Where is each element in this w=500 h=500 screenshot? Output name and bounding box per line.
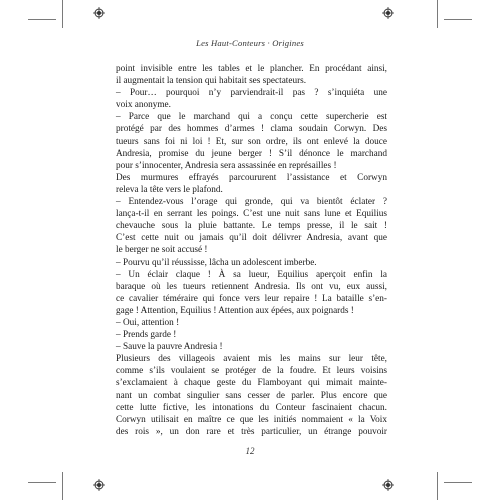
text-line: baraque où les tueurs retiennent Andresia. Ils ont vu, eux aussi, <box>116 281 387 292</box>
text-line: chevauche sous la pluie battante. Le temps presse, il le sait ! <box>116 221 387 232</box>
text-line: – Pour… pourquoi n’y parviendrait-il pas ? s’inquiéta une <box>116 88 387 99</box>
crop-mark <box>444 19 472 20</box>
text-line: releva la tête vers le plafond. <box>116 184 223 195</box>
crop-mark <box>437 0 438 28</box>
crop-mark <box>62 472 63 500</box>
page-number: 12 <box>245 446 255 456</box>
crop-mark <box>62 0 63 28</box>
registration-mark-icon <box>382 479 394 491</box>
text-line: s’exclamaient à chaque geste du Flamboyant qui mimait mainte- <box>116 378 387 389</box>
text-line: Plusieurs des villageois avaient mis les mains sur leur tête, <box>116 354 387 365</box>
text-line: Des murmures effrayés parcoururent l’assistance et Corwyn <box>116 172 387 183</box>
text-line: protégé par des hommes d’armes ! clama soudain Corwyn. Des <box>116 124 387 135</box>
text-line: – Oui, attention ! <box>116 317 180 328</box>
crop-mark <box>444 482 472 483</box>
registration-mark-icon <box>93 479 105 491</box>
running-head: Les Haut-Conteurs · Origines <box>196 38 304 48</box>
text-line: C’est cette nuit ou jamais qu’il doit délivrer Andresia, avant que <box>116 233 387 244</box>
text-line: – Prends garde ! <box>116 330 177 341</box>
body-text <box>116 63 387 438</box>
text-line: – Un éclair claque ! À sa lueur, Equilius aperçoit enfin la <box>116 269 387 280</box>
text-line: – Sauve la pauvre Andresia ! <box>116 342 223 353</box>
text-line: cette lutte fictive, les intonations du Conteur fascinaient chacun. <box>116 402 387 413</box>
text-line: tueurs sans foi ni loi ! Et, sur son ordre, ils ont enlevé la douce <box>116 136 387 147</box>
text-line: Corwyn utilisait en maître ce que les initiés nommaient « la Voix <box>116 414 387 425</box>
text-line: point invisible entre les tables et le plancher. En procédant ainsi, <box>116 64 387 74</box>
text-line: gage ! Attention, Equilius ! Attention aux épées, aux poignards ! <box>116 305 354 316</box>
crop-mark <box>28 482 56 483</box>
text-line: – Parce que le marchand qui a conçu cette supercherie est <box>116 112 387 123</box>
text-line: il augmentait la tension qui habitait ses spectateurs. <box>116 76 307 87</box>
crop-mark <box>28 19 56 20</box>
text-line: ce cavalier téméraire qui fonce vers leur repaire ! La bataille s’en- <box>116 293 387 304</box>
text-line: – Entendez-vous l’orage qui gronde, qui va bientôt éclater ? <box>116 197 387 208</box>
text-line: nant un combat singulier sans cesser de parler. Plus encore que <box>116 390 387 401</box>
text-line: le berger ne soit accusé ! <box>116 245 208 256</box>
text-line: – Pourvu qu’il réussisse, lâcha un adolescent imberbe. <box>116 257 317 268</box>
text-line: lança-t-il en serrant les poings. C’est une nuit sans lune et Equilius <box>116 209 387 220</box>
registration-mark-icon <box>93 7 105 19</box>
text-line: pour s’innocenter, Andresia sera assassinée en représailles ! <box>116 160 337 171</box>
crop-mark <box>437 472 438 500</box>
text-line: Andresia, promise du jeune berger ! S’il dénonce le marchand <box>116 148 387 159</box>
text-line: des rois », un don rare et très particulier, un étrange pouvoir <box>116 426 387 437</box>
registration-mark-icon <box>382 7 394 19</box>
text-line: voix anonyme. <box>116 100 171 111</box>
text-line: comme s’ils voulaient se protéger de la foudre. Et leurs voisins <box>116 366 387 377</box>
